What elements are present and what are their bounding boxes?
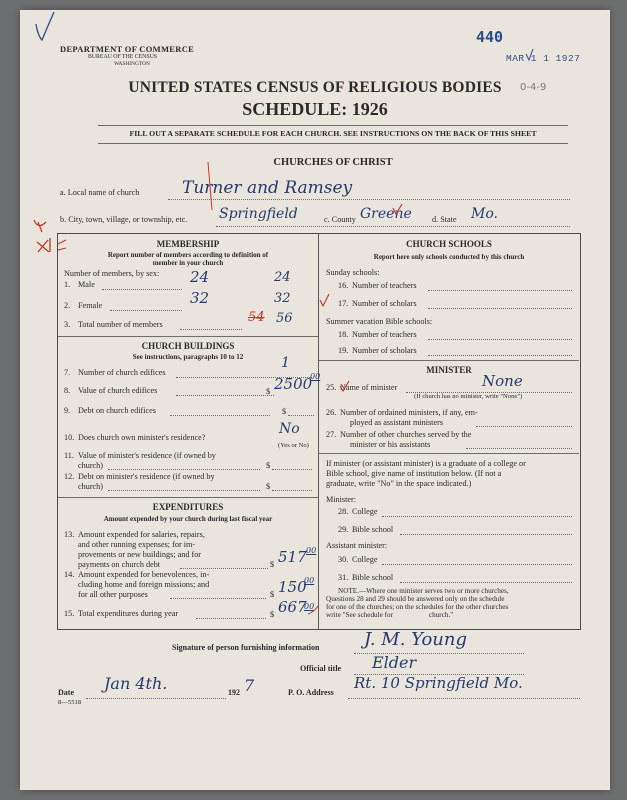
state-value: Mo.: [471, 206, 498, 222]
row-9-number: 9.: [64, 406, 71, 415]
membership-note-1: Report number of members according to definition of: [107, 251, 269, 259]
blue-tick-mark: [526, 49, 533, 60]
signature-value: J. M. Young: [364, 629, 467, 650]
summer-scholars-label: Number of scholars: [352, 346, 417, 355]
county-value: Greene: [360, 206, 412, 222]
schools-heading: CHURCH SCHOOLS: [406, 239, 492, 249]
row-25-number: 25.: [326, 383, 337, 392]
benevolences-label-2: cluding home and foreign missions; and: [78, 580, 210, 589]
row-13-number: 13.: [64, 530, 75, 539]
row-7-number: 7.: [64, 368, 71, 377]
form-number: 8—5518: [58, 699, 82, 706]
sunday-scholars-label: Number of scholars: [352, 299, 417, 308]
edifice-debt-label: Debt on church edifices: [78, 406, 156, 415]
row-16-number: 16.: [338, 281, 349, 290]
total-expenditures-dollar: $: [270, 610, 275, 619]
male-label: Male: [78, 280, 95, 289]
residence-value-label-2: church): [78, 461, 104, 470]
running-expenses-amount: 517: [278, 548, 307, 566]
minister-heading: MINISTER: [426, 365, 472, 375]
benevolences-label-3: for all other purposes: [78, 590, 148, 599]
assistant-ministers-label-2: ployed as assistant ministers: [350, 418, 444, 427]
official-title-label: Official title: [300, 664, 342, 673]
signature-label: Signature of person furnishing information: [172, 643, 320, 652]
row-11-number: 11.: [64, 451, 74, 460]
male-value-second: 24: [274, 270, 291, 285]
summer-schools-label: Summer vacation Bible schools:: [326, 317, 433, 326]
date-value: Jan 4th.: [104, 674, 168, 693]
department-name: DEPARTMENT OF COMMERCE: [60, 44, 195, 54]
other-churches-label-2: minister or his assistants: [350, 440, 431, 449]
row-12-number: 12.: [64, 472, 75, 481]
assistant-ministers-label-1: Number of ordained ministers, if any, em-: [340, 408, 478, 417]
owns-residence-value: No: [279, 421, 300, 437]
row-31-number: 31.: [338, 573, 349, 582]
year-prefix: 192: [228, 688, 240, 697]
po-address-label: P. O. Address: [288, 688, 334, 697]
minister-name-label: Name of minister: [340, 383, 398, 392]
stamp-number: 440: [476, 28, 504, 46]
edifice-value-cents: 00: [310, 372, 321, 381]
po-address-value: Rt. 10 Springfield Mo.: [354, 674, 523, 692]
membership-note-2: member in your church: [152, 259, 224, 267]
graduate-instruction-2: Bible school, give name of institution below. (If not a: [326, 469, 502, 478]
minister-name-value: None: [482, 372, 523, 390]
graduate-instruction-1: If minister (or assistant minister) is a graduate of a college or: [326, 459, 526, 468]
row-17-number: 17.: [338, 299, 349, 308]
residence-debt-dollar: $: [266, 482, 271, 491]
form-title: UNITED STATES CENSUS OF RELIGIOUS BODIES: [128, 79, 502, 96]
total-members-value: 56: [276, 311, 293, 326]
red-line-mark: [208, 162, 212, 210]
benevolences-amount: 150: [278, 578, 307, 596]
row-27-number: 27.: [326, 430, 337, 439]
census-schedule-sheet: [20, 10, 610, 790]
denomination-name: CHURCHES OF CHRIST: [273, 157, 393, 168]
yes-or-no-note: (Yes or No): [278, 442, 309, 449]
edifice-value-dollar: $: [266, 387, 271, 396]
edifice-value-label: Value of church edifices: [78, 386, 158, 395]
note-line-4: write "See schedule for church.": [326, 611, 454, 619]
minister-education-label: Minister:: [326, 495, 357, 504]
edifice-debt-dollar: $: [282, 407, 287, 416]
bureau-city: WASHINGTON: [114, 61, 150, 67]
row-2-number: 2.: [64, 301, 71, 310]
sunday-teachers-label: Number of teachers: [352, 281, 417, 290]
residence-debt-label-1: Debt on minister's residence (if owned by: [78, 472, 215, 481]
row-18-number: 18.: [338, 330, 349, 339]
schools-note: Report here only schools conducted by this church: [373, 253, 525, 261]
blue-check-mark: [36, 12, 54, 40]
running-expenses-cents: 00: [306, 546, 317, 555]
running-expenses-label-1: Amount expended for salaries, repairs,: [78, 530, 205, 539]
female-value-first: 32: [190, 289, 210, 307]
edifice-count-label: Number of church edifices: [78, 368, 166, 377]
total-members-crossed: 54: [248, 310, 265, 325]
row-26-number: 26.: [326, 408, 337, 417]
city-value: Springfield: [219, 206, 298, 222]
row-1-number: 1.: [64, 280, 71, 289]
row-3-number: 3.: [64, 320, 71, 329]
city-label: b. City, town, village, or township, etc.: [60, 215, 188, 224]
red-tick-scholars: [320, 294, 329, 306]
minister-none-note: (If church has no minister, write "None"): [414, 393, 523, 400]
date-label: Date: [58, 688, 74, 697]
membership-heading: MEMBERSHIP: [156, 239, 220, 249]
row-15-number: 15.: [64, 609, 75, 618]
bureau-name: BUREAU OF THE CENSUS: [88, 54, 157, 60]
row-28-number: 28.: [338, 507, 349, 516]
red-letter-u-mark: [34, 220, 46, 232]
total-expenditures-amount: 667: [278, 598, 307, 616]
instruction-banner: FILL OUT A SEPARATE SCHEDULE FOR EACH CHURCH. SEE INSTRUCTIONS ON THE BACK OF THIS SHEET: [129, 129, 537, 138]
red-tick-county: [393, 204, 402, 214]
running-expenses-dollar: $: [270, 560, 275, 569]
edifice-count-value: 1: [281, 355, 290, 371]
red-letter-x-mark: [37, 238, 50, 252]
row-8-number: 8.: [64, 386, 71, 395]
running-expenses-label-3: provements or new buildings; and for: [78, 550, 202, 559]
red-tick-minister: [340, 381, 349, 391]
running-expenses-label-2: and other running expenses; for im-: [78, 540, 196, 549]
official-title-value: Elder: [372, 653, 417, 672]
summer-teachers-label: Number of teachers: [352, 330, 417, 339]
county-label: c. County: [324, 215, 356, 224]
assistant-education-label: Assistant minister:: [326, 541, 388, 550]
expenditures-heading: EXPENDITURES: [152, 502, 224, 512]
received-date-stamp: MAR 1 1 1927: [506, 53, 581, 64]
minister-college-label: College: [352, 507, 378, 516]
state-label: d. State: [432, 215, 457, 224]
review-marks: [20, 10, 610, 790]
total-expenditures-label: Total expenditures during year: [78, 609, 179, 618]
note-line-2: Questions 28 and 29 should be answered only on the schedule: [326, 595, 505, 603]
members-by-sex-label: Number of members, by sex:: [64, 269, 160, 278]
owns-residence-label: Does church own minister's residence?: [78, 433, 206, 442]
year-digit: 7: [244, 676, 255, 695]
row-30-number: 30.: [338, 555, 349, 564]
row-14-number: 14.: [64, 570, 75, 579]
red-dash-mark: [58, 240, 66, 250]
row-19-number: 19.: [338, 346, 349, 355]
other-churches-label-1: Number of other churches served by the: [340, 430, 472, 439]
note-line-3: for one of the churches; on the schedules for the other churches: [326, 603, 509, 611]
red-mark-total: [308, 606, 318, 614]
running-expenses-label-4: payments on church debt: [78, 560, 161, 569]
graduate-instruction-3: graduate, write "No" in the space indicated.): [326, 479, 472, 488]
female-label: Female: [78, 301, 103, 310]
male-value-first: 24: [190, 268, 210, 286]
benevolences-label-1: Amount expended for benevolences, in-: [78, 570, 210, 579]
assistant-college-label: College: [352, 555, 378, 564]
total-expenditures-cents: 00: [304, 602, 315, 611]
row-10-number: 10.: [64, 433, 75, 442]
expenditures-note: Amount expended by your church during last fiscal year: [103, 515, 273, 523]
buildings-heading: CHURCH BUILDINGS: [141, 341, 235, 351]
local-name-value: Turner and Ramsey: [182, 178, 353, 198]
female-value-second: 32: [274, 291, 291, 306]
residence-value-label-1: Value of minister's residence (if owned by: [78, 451, 216, 460]
pencil-code: 0-4-9: [520, 82, 547, 93]
benevolences-dollar: $: [270, 590, 275, 599]
total-members-label: Total number of members: [78, 320, 163, 329]
form-subtitle: SCHEDULE: 1926: [242, 99, 388, 119]
edifice-value-amount: 2500: [274, 375, 313, 393]
minister-bible-school-label: Bible school: [352, 525, 394, 534]
local-name-label: a. Local name of church: [60, 188, 140, 197]
assistant-bible-school-label: Bible school: [352, 573, 394, 582]
residence-debt-label-2: church): [78, 482, 104, 491]
sunday-schools-label: Sunday schools:: [326, 268, 380, 277]
residence-value-dollar: $: [266, 461, 271, 470]
buildings-note: See instructions, paragraphs 10 to 12: [132, 353, 244, 361]
note-line-1: NOTE.—Where one minister serves two or more churches,: [338, 587, 509, 595]
row-29-number: 29.: [338, 525, 349, 534]
benevolences-cents: 00: [304, 576, 315, 585]
